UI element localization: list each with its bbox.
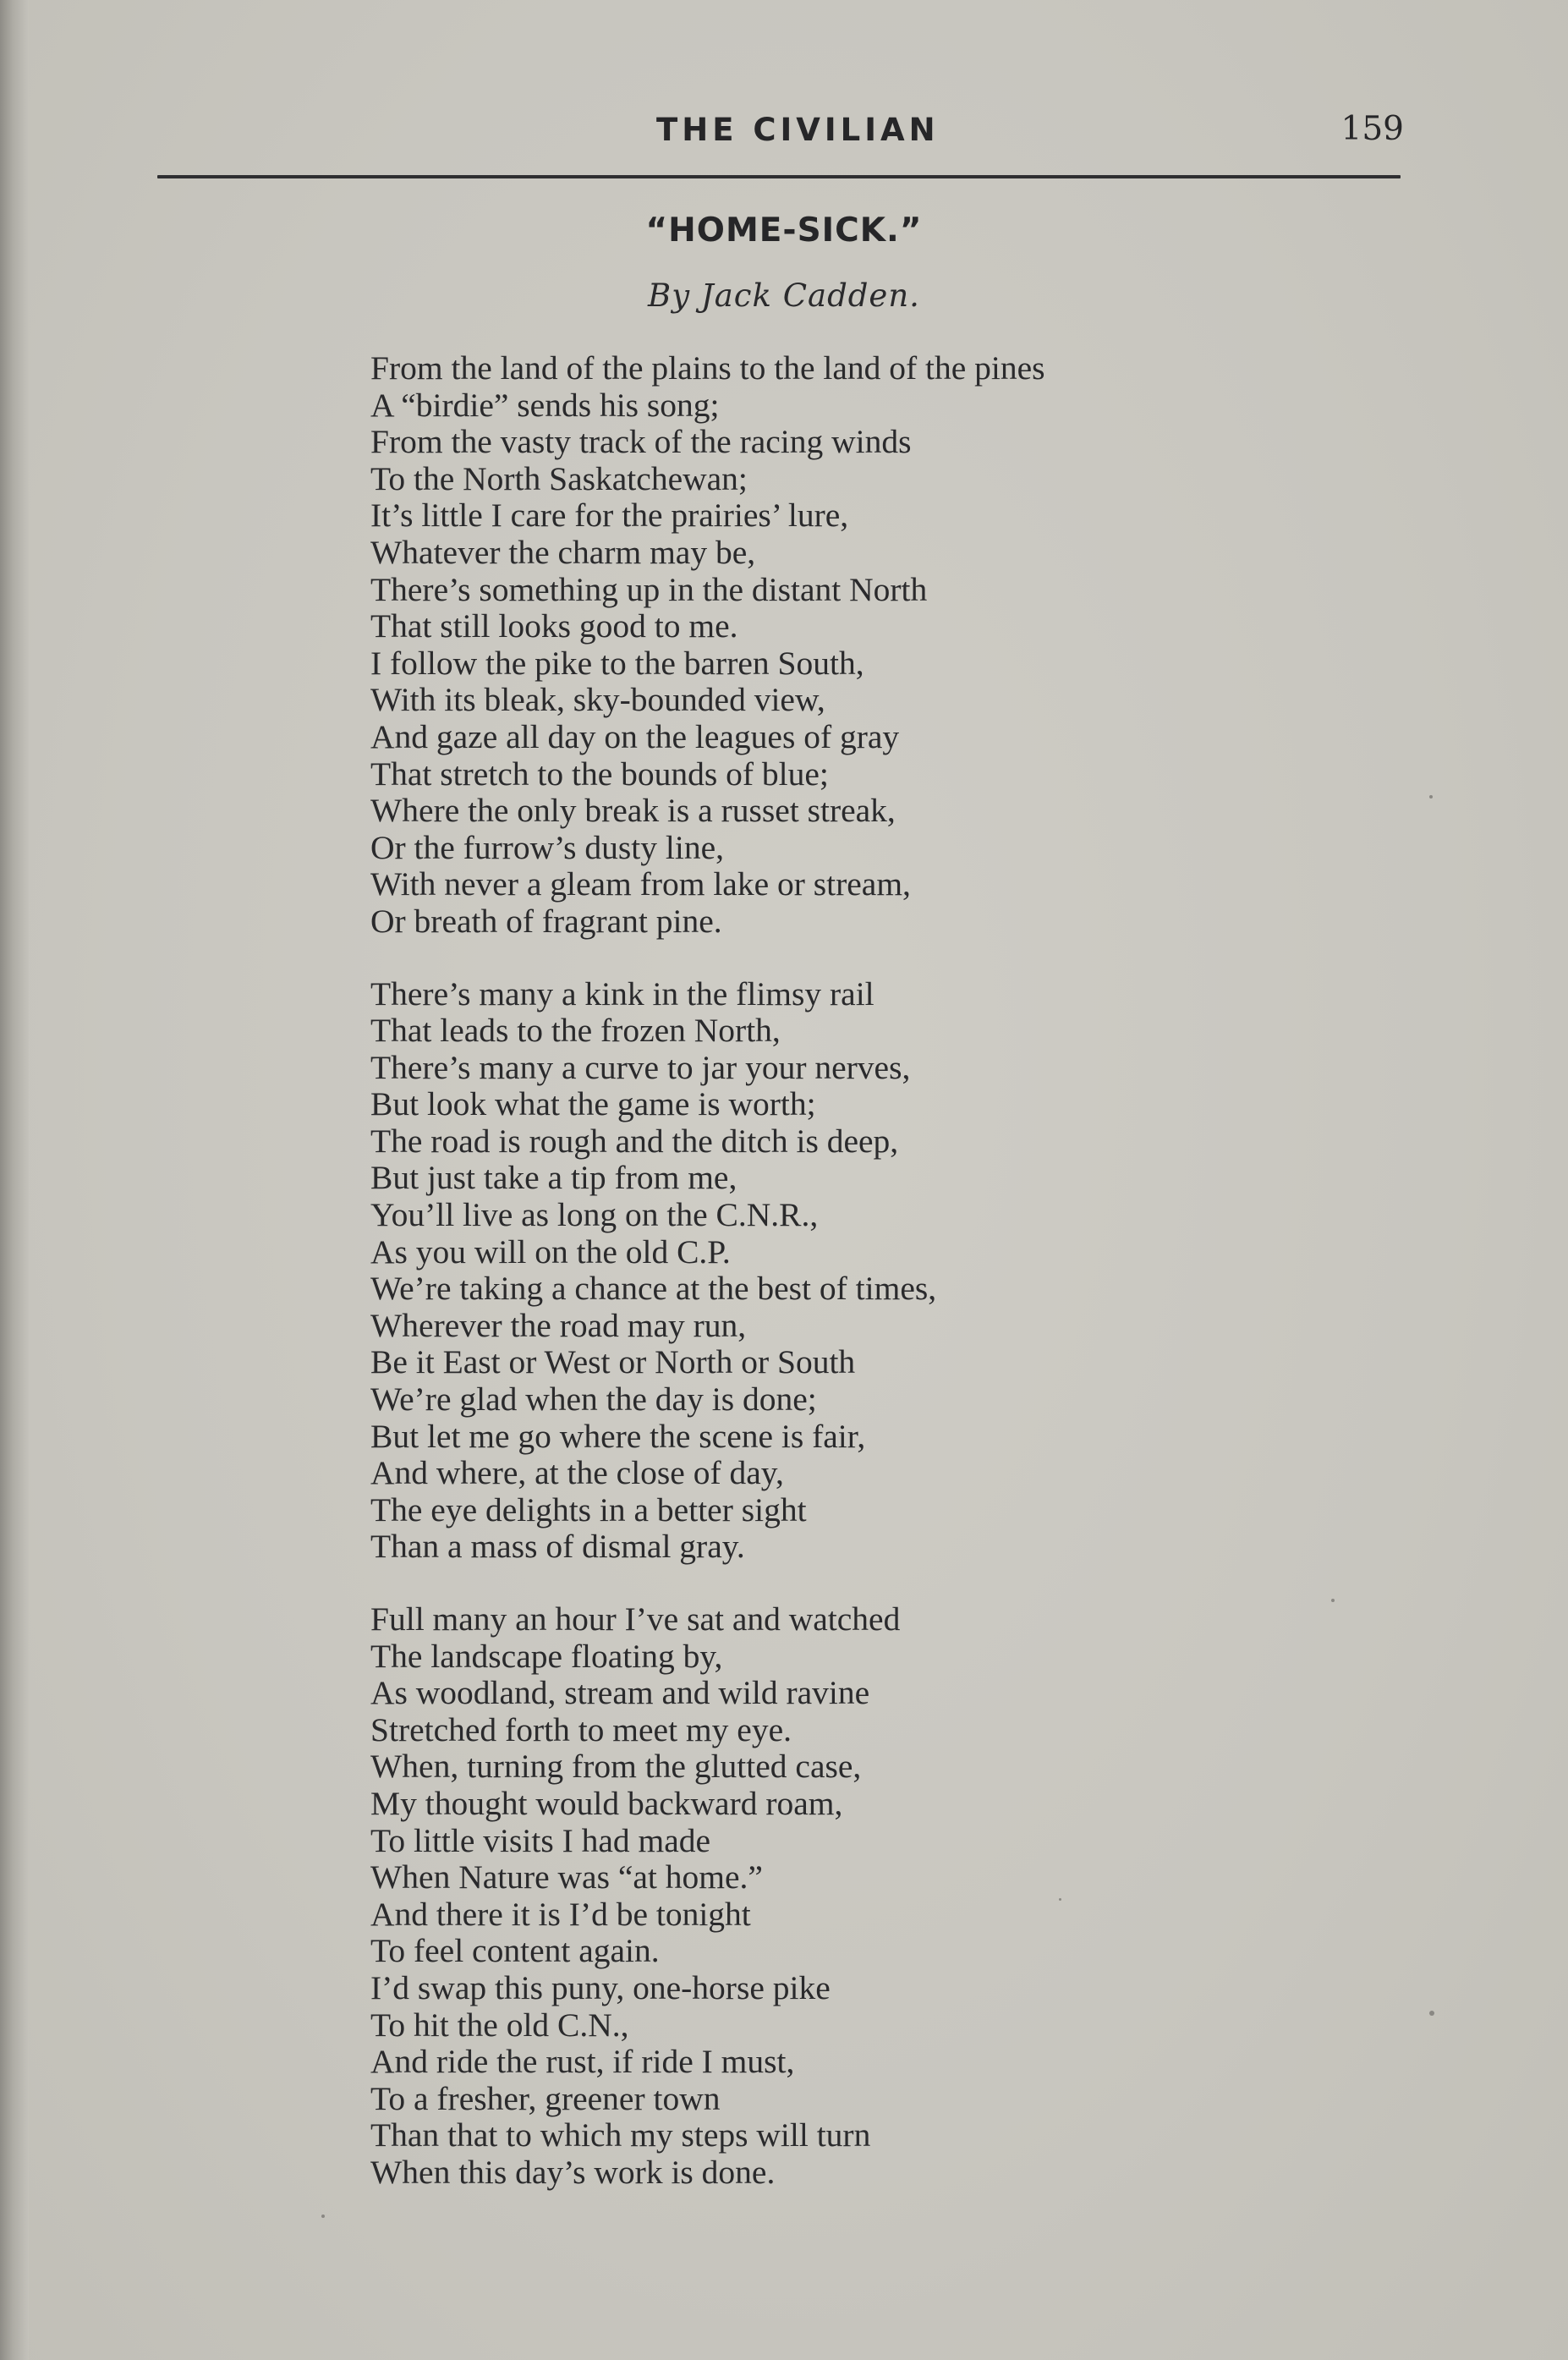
poem-line: Stretched forth to meet my eye. [370, 1710, 792, 1748]
poem-line: From the land of the plains to the land of the pines [370, 349, 1045, 387]
poem-line: When this day’s work is done. [370, 2153, 776, 2191]
poem-stanza [370, 1601, 1470, 2192]
poem-line: My thought would backward roam, [370, 1784, 843, 1822]
paper-speck [1429, 795, 1433, 799]
page-number: 159 [1340, 110, 1404, 148]
poem-line: When Nature was “at home.” [370, 1858, 763, 1896]
poem-line: The road is rough and the ditch is deep, [370, 1122, 899, 1160]
poem-line: There’s many a curve to jar your nerves, [370, 1048, 911, 1086]
poem-line: But just take a tip from me, [370, 1159, 737, 1197]
poem-line: Than that to which my steps will turn [370, 2116, 871, 2154]
poem-line: As you will on the old C.P. [370, 1232, 731, 1271]
paper-speck [1059, 1898, 1061, 1901]
poem-line: As woodland, stream and wild ravine [370, 1674, 870, 1712]
poem-byline: By Jack Cadden. [648, 277, 920, 314]
poem-line: Than a mass of dismal gray. [370, 1528, 745, 1566]
poem-line: There’s something up in the distant North [370, 570, 928, 608]
paper-speck [1429, 2011, 1434, 2016]
poem-line: That stretch to the bounds of blue; [370, 755, 829, 793]
poem-line: Or breath of fragrant pine. [370, 902, 722, 940]
poem-line: And where, at the close of day, [370, 1454, 784, 1492]
poem-stanza [370, 976, 1470, 1567]
poem-line: It’s little I care for the prairies’ lure, [370, 497, 849, 535]
poem-stanza [370, 350, 1470, 941]
poem-line: With its bleak, sky-bounded view, [370, 681, 825, 719]
poem-line: But look what the game is worth; [370, 1085, 816, 1123]
poem-line: But let me go where the scene is fair, [370, 1417, 866, 1455]
poem-line: That leads to the frozen North, [370, 1012, 781, 1050]
poem-line: From the vasty track of the racing winds [370, 423, 912, 461]
poem-line: I follow the pike to the barren South, [370, 644, 864, 682]
poem-body [370, 350, 1470, 2227]
poem-line: Whatever the charm may be, [370, 533, 756, 571]
poem-line: The landscape floating by, [370, 1637, 723, 1675]
poem-line: Full many an hour I’ve sat and watched [370, 1600, 901, 1638]
poem-line: To the North Saskatchewan; [370, 459, 748, 497]
poem-line: And gaze all day on the leagues of gray [370, 717, 900, 755]
poem-line: Be it East or West or North or South [370, 1343, 856, 1381]
poem-line: That still looks good to me. [370, 607, 738, 645]
poem-line: And ride the rust, if ride I must, [370, 2043, 795, 2081]
poem-title: “HOME-SICK.” [645, 211, 923, 250]
poem-line: And there it is I’d be tonight [370, 1895, 751, 1933]
page-spine-shadow [0, 0, 29, 2360]
poem-line: The eye delights in a better sight [370, 1490, 807, 1529]
poem-line: To hit the old C.N., [370, 2006, 629, 2044]
poem-line: There’s many a kink in the flimsy rail [370, 974, 874, 1013]
poem-line: Where the only break is a russet streak, [370, 792, 896, 830]
poem-line: With never a gleam from lake or stream, [370, 865, 911, 903]
header-rule [157, 175, 1401, 178]
running-head [161, 112, 1404, 162]
poem-line: We’re taking a chance at the best of times, [370, 1270, 937, 1308]
poem-line: I’d swap this puny, one-horse pike [370, 1968, 831, 2006]
poem-line: We’re glad when the day is done; [370, 1380, 817, 1419]
journal-title: THE CIVILIAN [656, 112, 940, 148]
poem-line: To little visits I had made [370, 1821, 711, 1859]
poem-line: A “birdie” sends his song; [370, 386, 720, 424]
poem-line: To a fresher, greener town [370, 2079, 721, 2117]
paper-speck [321, 2215, 325, 2218]
poem-line: Or the furrow’s dusty line, [370, 828, 724, 866]
paper-speck [1331, 1599, 1335, 1602]
poem-line: To feel content again. [370, 1932, 660, 1970]
poem-line: When, turning from the glutted case, [370, 1748, 862, 1786]
poem-line: Wherever the road may run, [370, 1306, 747, 1344]
poem-line: You’ll live as long on the C.N.R., [370, 1196, 819, 1234]
